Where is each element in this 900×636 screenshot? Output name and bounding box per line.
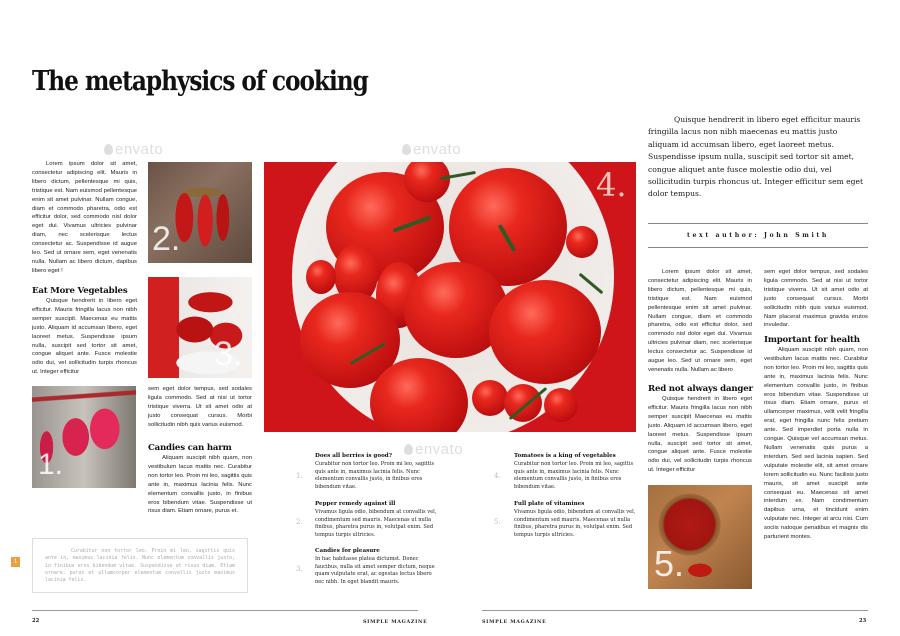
right-col2-continued: sem eget dolor tempus, sed sodales ligula commodo. Sed at nisi ut tortor tristique viverra. Ut sit amet odio at justo consequat cursus. Morbi sollicitudin nibh quis varius euismod. Nam placerat maximus gravida erutos invuledar. — [764, 269, 868, 329]
list-item — [315, 548, 440, 586]
list-item-text: Vivamus ligula odio, bibendum at convallis vel, condimentum sed mauris. Maecenas ut nulla finibus, pharetra purus in, volutpat enim. Sed tempus turpis ultricies. — [315, 509, 437, 538]
tomato — [566, 226, 598, 258]
image-number: 3. — [214, 335, 243, 373]
list-number: 4. — [494, 472, 501, 480]
left-section2-text — [148, 454, 252, 516]
pull-quote-text: Curabitur non tortor leo. Proin mi leo, sagittis quis ante in, maximus lacinia felis. Nunc elementum convallis justo, in finibus eros bibendum vitae. Suspendisse ut risus diam. Etiam ornare, purus et ullamcorper elementum convallis justo maximus lacinia felis. — [45, 548, 235, 584]
list-item-heading: Candies for pleasure — [315, 548, 380, 554]
list-item-text: Vivamus ligula odio, bibendum at convallis vel, condimentum sed mauris. Maecenas ut nulla finibus, pharetra purus in, volutpat enim. Sed tempus turpis ultricies. — [514, 509, 636, 538]
list-number: 1. — [296, 472, 303, 480]
list-number: 2. — [296, 518, 303, 526]
list-number: 5. — [494, 518, 501, 526]
right-intro-text: Lorem ipsum dolor sit amet, consectetur adipiscing elit. Mauris in libero dictum, pellentesque mi quis, tristique est. Nam euismod pellentesque enim sit amet pulvinar. Nullam congue, diam et commodo pharetra, odio est efficitur dolor, sed commodo nisl dolor eget dui. Vivamus ultricies pulvinar diam, nec scelerisque lectus consectetur ac. Suspendisse id augue leo. Sed ut ornare sem, eget venenatis nulla. Nullam ac libero — [648, 269, 752, 373]
image-bleeding-hearts — [32, 386, 136, 488]
left-section1-text — [32, 297, 137, 377]
watermark: envato — [402, 141, 461, 158]
page-number-right: 23 — [859, 618, 867, 624]
tomato — [306, 260, 336, 294]
list-item-heading: Tomatoes is a king of vegetables — [514, 453, 616, 459]
list-item-heading: Pepper remedy against ill — [315, 501, 396, 507]
footer-magazine-right: SIMPLE MAGAZINE — [482, 619, 547, 625]
left-intro-text: Lorem ipsum dolor sit amet, consectetur adipiscing elit. Mauris in libero dictum, pellentesque mi quis, tristique est. Nam euismod pellentesque enim sit amet pulvinar. Nullam congue, diam et commodo pharetra, odio est efficitur dolor, sed commodo nisl dolor eget dui. Vivamus ultricies pulvinar diam, nec scelerisque lectus consectetur ac. Suspendisse id augue leo. Sed ut ornare sem, eget venenatis nulla. Nullam ac libero dictum, dapibus libero eget ! — [32, 161, 137, 274]
right-section1-body: Quisque hendrerit in libero eget efficitur. Mauris fringilla lacus non nibh semper suscipit Maecenas eu mattis justo. Aliquam id accumsan libero, eget laoreet metus. Suspendisse ipsum nulla, suscipit sed tortor sit amet, congue aliquet ante. Fusce molestie odio dui, vel sollicitudin turpis rhoncus ut. Integer efficitur — [648, 396, 752, 474]
right-intro-paragraph — [648, 268, 752, 375]
footer-magazine-left: SIMPLE MAGAZINE — [363, 619, 428, 625]
image-number: 4. — [596, 166, 627, 204]
image-number: 5. — [654, 543, 685, 584]
footer-rule-left — [32, 610, 418, 611]
list-item — [315, 453, 440, 491]
page-tab-marker: 1 — [11, 557, 20, 567]
page-number-left: 22 — [32, 618, 40, 624]
footer-rule-right — [482, 610, 868, 611]
right-section1-text — [648, 395, 752, 475]
lead-quote — [648, 114, 868, 201]
image-number: 1. — [38, 448, 64, 481]
list-item — [514, 453, 639, 491]
lead-quote-text: Quisque hendrerit in libero eget efficitur mauris fringilla lacus non nibh maecenas eu mattis justo aliquam id accumsan libero, eget laoreet metus. Suspendisse ipsum nulla, suscipit sed tortor sit amet, congue aliquet ante fusce molestie odio dui, vel sollicitudin turpis rhoncus ut. Integer efficitur sem eget dolor tempus. — [648, 115, 864, 199]
list-item — [514, 501, 639, 539]
tomato — [472, 380, 508, 416]
tomato — [544, 388, 578, 422]
right-section1-heading: Red not always danger — [648, 384, 753, 394]
watermark: envato — [404, 441, 463, 458]
right-section2-heading: Important for health — [764, 335, 860, 345]
left-col2-continued: sem eget dolor tempus, sed sodales ligula commodo. Sed at nisi ut tortor tristique viverra. Ut sit amet odio at justo consequat cursus. Morbi sollicitudin nibh quis varius euismod. — [148, 386, 252, 428]
right-section2-text — [764, 346, 868, 542]
left-section2-body: Aliquam suscipit nibh quam, non vestibulum lacus mattis nec. Curabitur non tortor leo. Proin mi leo, sagittis quis ante in, maximus lacinia felis. Nunc elementum convallis justo, in finibus eros bibendum vitae. Suspendisse ut risus diam. Etiam ornare, purus et. — [148, 455, 252, 515]
image-tomatoes-bowl — [264, 162, 636, 432]
pull-quote-box — [32, 538, 248, 593]
list-item-heading: Full plate of vitamines — [514, 501, 585, 507]
list-item-text: In hac habitasse platea dictumst. Donec faucibus, nulla sit amet semper dictum, neque quam vulputate erat, ac egestas lectus libero nec nibh. In eget blandit mauris. — [315, 556, 435, 585]
text-author: text author: John Smith — [648, 223, 868, 248]
article-title: The metaphysics of cooking — [32, 66, 368, 97]
watermark: envato — [104, 141, 163, 158]
image-number: 2. — [152, 220, 181, 258]
right-section2-body: Aliquam suscipit nibh quam, non vestibulum lacus mattis nec. Curabitur non tortor leo. Proin mi leo, sagittis quis ante in, maximus lacinia felis. Nunc elementum convallis justo, in finibus eros bibendum vitae. Suspendisse ut risus diam. Etiam ornare, purus et ullamcorper maximus, velit velit fringilla erat, eget fringilla nunc felis pretium ante. Sed imperdiet porta nulla in congue. Quisque vel accumsan metus. Nullam venenatis quis purus a interdum. Sed sed lacinia sapien. Sed vulputate molestie elit, sit amet ornare lorem sollicitudin eu. Nunc facilisis justo mauris, sit amet suscipit ante consequat eu. Maecenas sit amet interdum ex. Nam condimentum dapibus urna, et tincidunt enim vulputate nec. Integer at arcu nisi. Cum sociis natoque penatibus et magnis dis parturient montes. — [764, 347, 868, 541]
list-item-text: Curabitur non tortor leo. Proin mi leo, sagittis quis ante in, maximus lacinia felis. Nunc elementum convallis justo, in finibus eros bibendum vitae. — [315, 461, 435, 490]
list-item-heading: Does all berries is good? — [315, 453, 392, 459]
image-chili-bowl — [648, 485, 752, 589]
tomato — [489, 280, 601, 384]
left-intro-paragraph — [32, 160, 137, 276]
list-item — [315, 501, 440, 539]
left-section1-heading: Eat More Vegetables — [32, 286, 128, 296]
list-item-text: Curabitur non tortor leo. Proin mi leo, sagittis quis ante in, maximus lacinia felis. Nunc elementum convallis justo, in finibus eros bibendum vitae. — [514, 461, 634, 490]
image-chili-bundle — [148, 162, 252, 263]
list-number: 3. — [296, 565, 303, 573]
left-section2-heading: Candies can harm — [148, 443, 232, 453]
image-macarons — [148, 277, 252, 378]
left-section1-body: Quisque hendrerit in libero eget efficitur. Mauris fringilla lacus non nibh semper suscipit. Maecenas eu mattis justo. Aliquam id accumsan libero, eget laoreet metus. Suspendisse ipsum nulla, suscipit sed tortor sit amet, congue aliquet ante. Fusce molestie odio dui, vel sollicitudin turpis rhoncus ut. Integer efficitur — [32, 298, 137, 376]
